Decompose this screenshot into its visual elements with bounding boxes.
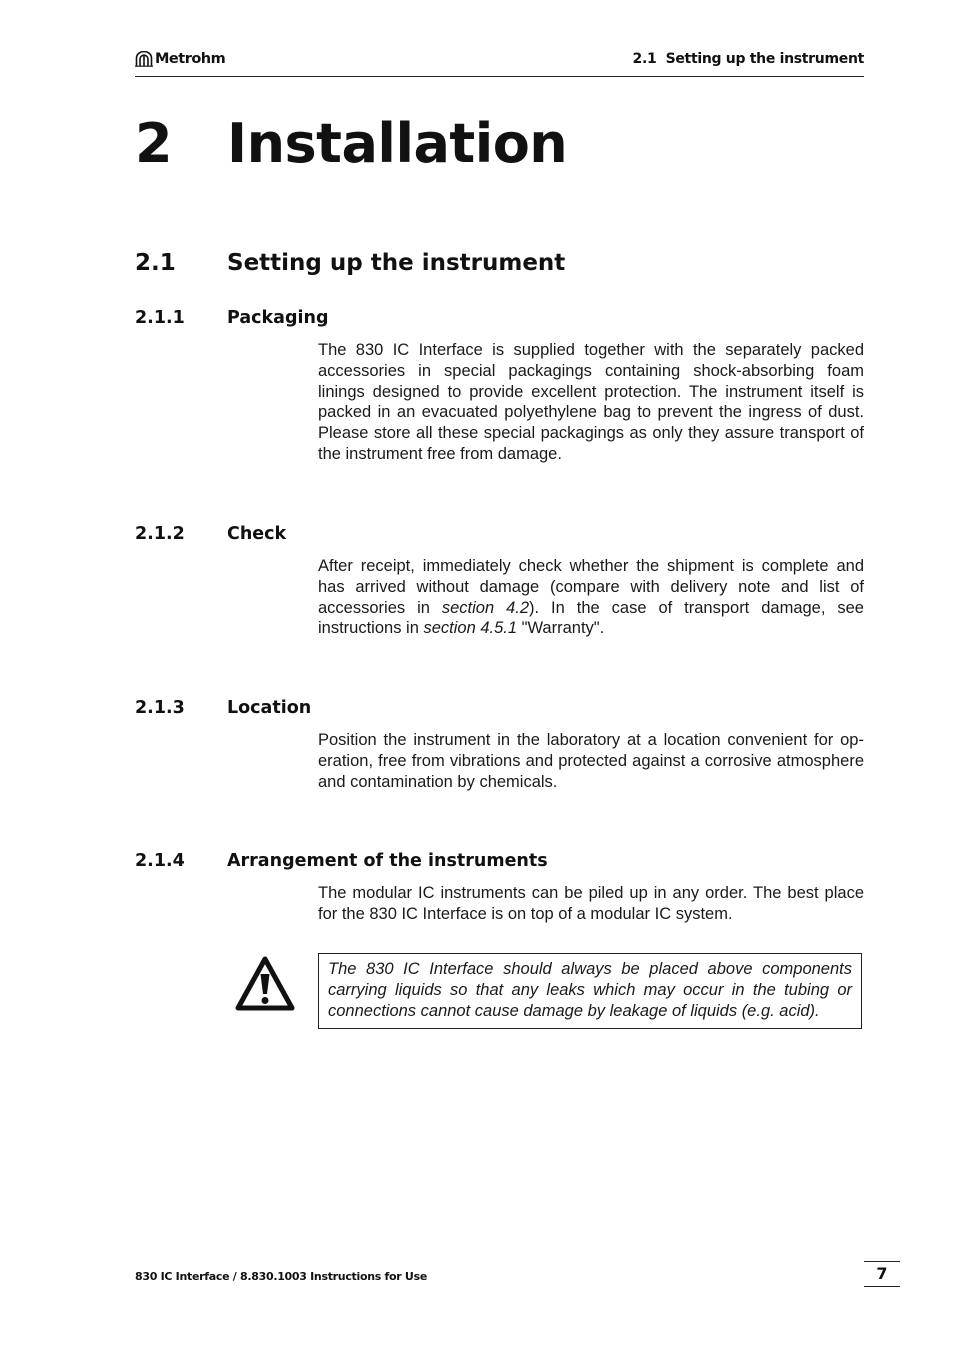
header-section-reference: 2.1 Setting up the instrument xyxy=(632,51,864,67)
section-title-text: Setting up the instrument xyxy=(227,250,566,276)
subsection-title-text: Packaging xyxy=(227,308,329,328)
subsection-title-packaging xyxy=(135,306,329,330)
metrohm-logo-icon xyxy=(135,51,153,67)
subsection-number: 2.1.1 xyxy=(135,308,185,328)
packaging-paragraph: The 830 IC Interface is supplied together with the separately packed accessories in special packagings containing shock-absorbing foam linings designed to provide excellent protection. The instrument itself is packed in an evacuated polyethylene bag to prevent the ingress of dust. Please store all these special packagings as only they assure transport of the instrument free from damage. xyxy=(318,341,864,463)
check-text-part: After receipt, immediately check whether the shipment is complete and has arrived without damage (compare with delivery note and list of accessories in xyxy=(318,557,864,617)
subsection-title-text: Location xyxy=(227,698,312,718)
section-reference: section 4.5.1 xyxy=(423,619,518,638)
warning-note-box xyxy=(318,953,862,1029)
section-title xyxy=(135,247,565,279)
check-text-part: ). In the case of transport damage, see instructions in xyxy=(318,598,864,638)
subsection-title-check xyxy=(135,522,286,546)
section-number: 2.1 xyxy=(135,250,176,276)
check-text-part: "Warranty". xyxy=(517,619,605,638)
warning-note-text: The 830 IC Interface should always be placed above components carrying liquids so that any leaks which may occur in the tubing or connections cannot cause damage by leakage of liquids (e.g. acid). xyxy=(328,960,852,1020)
section-reference: section 4.2 xyxy=(441,598,530,617)
subsection-number: 2.1.3 xyxy=(135,698,185,718)
footer-document-title: 830 IC Interface / 8.830.1003 Instructions for Use xyxy=(135,1270,427,1283)
chapter-number: 2 xyxy=(135,112,173,175)
arrangement-paragraph: The modular IC instruments can be piled up in any order. The best place for the 830 IC Interface is on top of a modular IC system. xyxy=(318,884,864,923)
chapter-title xyxy=(135,108,567,180)
chapter-title-text: Installation xyxy=(227,112,568,175)
subsection-title-text: Check xyxy=(227,524,287,544)
subsection-title-text: Arrangement of the instruments xyxy=(227,851,548,871)
subsection-number: 2.1.2 xyxy=(135,524,185,544)
subsection-number: 2.1.4 xyxy=(135,851,185,871)
metrohm-logo xyxy=(135,51,225,67)
warning-icon xyxy=(235,956,295,1011)
check-paragraph xyxy=(318,556,864,639)
location-paragraph: Position the instrument in the laboratory at a location convenient for operation, free from vibrations and protected against a corrosive atmosphere and contamination by chemicals. xyxy=(318,731,864,791)
logo-text: Metrohm xyxy=(155,51,226,67)
subsection-title-arrangement xyxy=(135,849,548,873)
page-header xyxy=(135,48,864,77)
page-number: 7 xyxy=(864,1261,900,1287)
subsection-title-location xyxy=(135,696,311,720)
